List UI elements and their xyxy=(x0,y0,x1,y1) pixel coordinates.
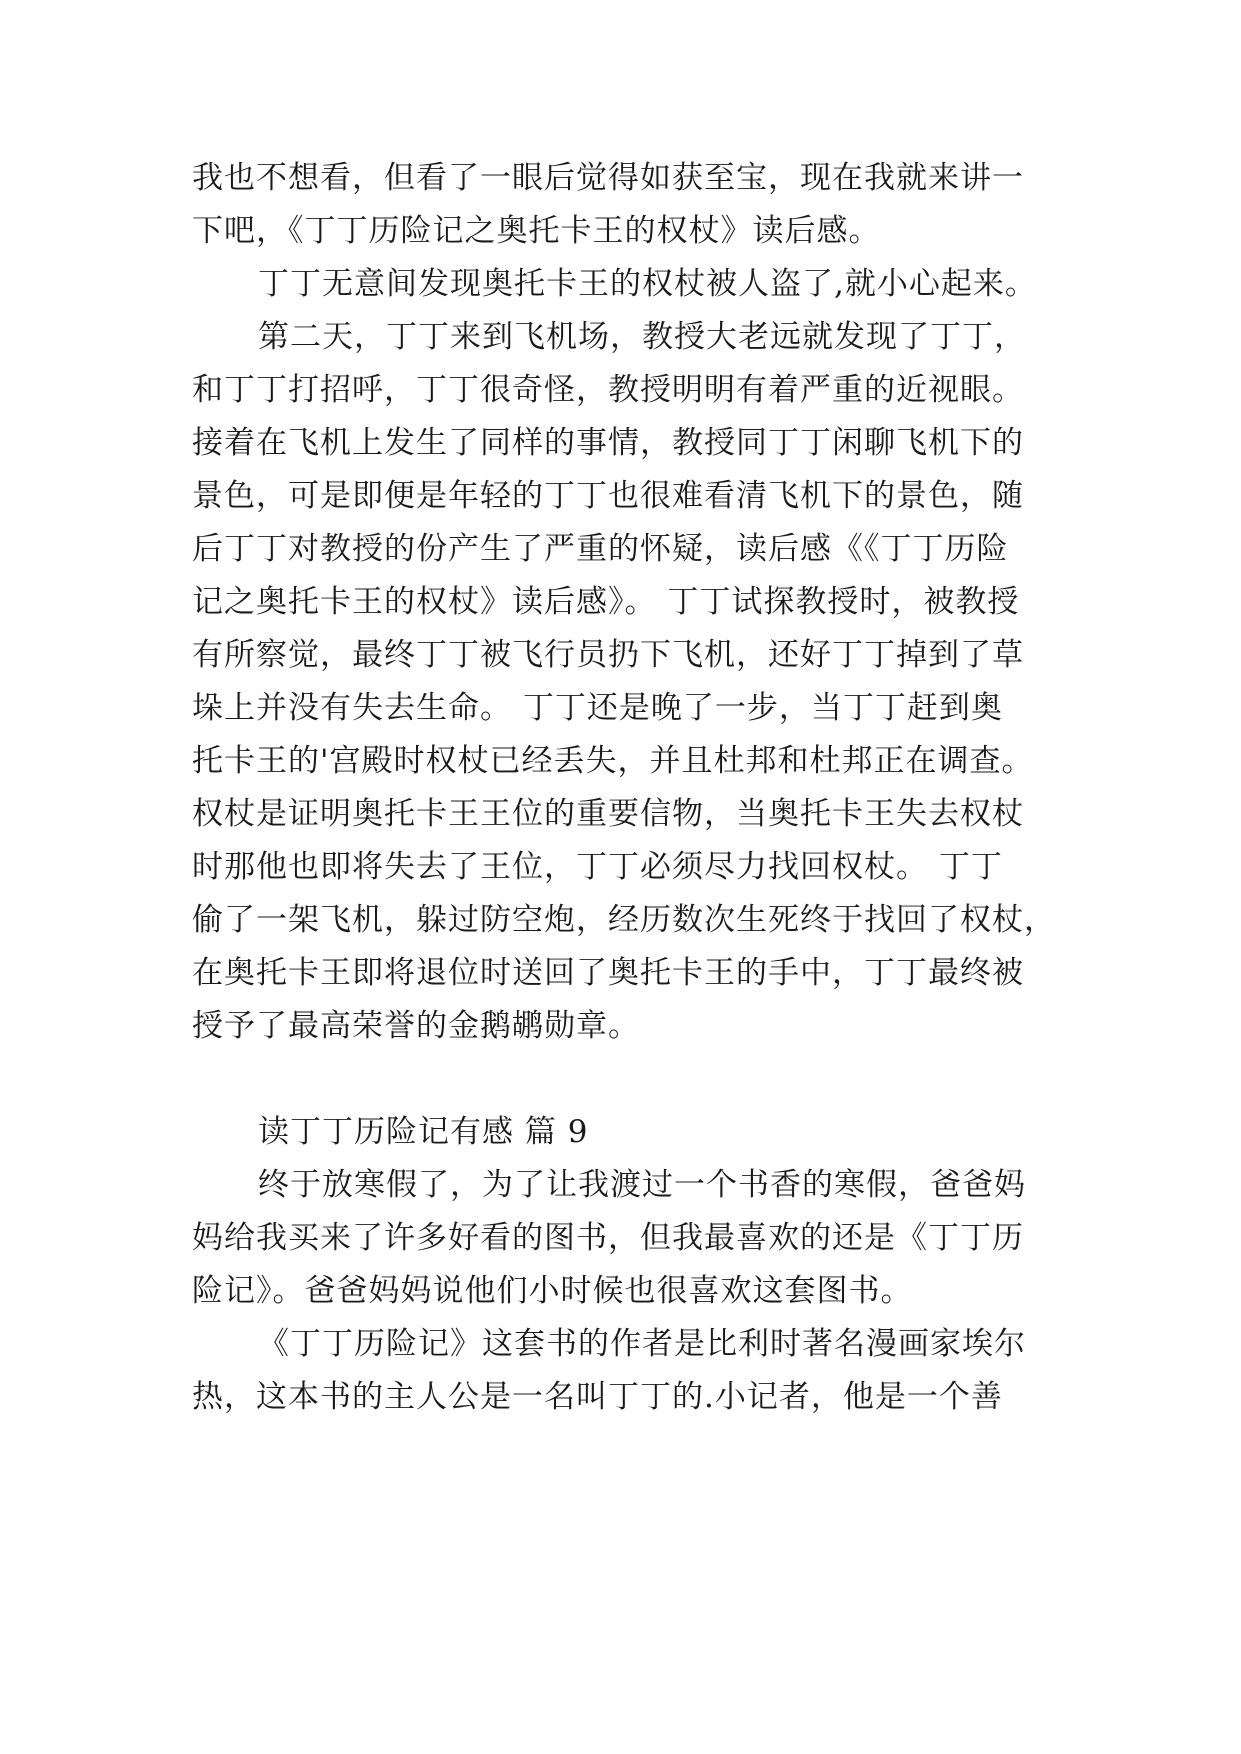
text-line: 和丁丁打招呼，丁丁很奇怪，教授明明有着严重的近视眼。 xyxy=(192,372,1024,408)
text-line: 垛上并没有失去生命。 丁丁还是晚了一步，当丁丁赶到奥 xyxy=(192,690,1003,726)
text-line: 险记》。爸爸妈妈说他们小时候也很喜欢这套图书。 xyxy=(192,1273,913,1309)
paragraph-start-line: 丁丁无意间发现奥托卡王的权杖被人盗了,就小心起来。 xyxy=(258,266,1037,302)
text-line: 接着在飞机上发生了同样的事情，教授同丁丁闲聊飞机下的 xyxy=(192,425,1024,461)
paragraph-start-line: 《丁丁历险记》这套书的作者是比利时著名漫画家埃尔 xyxy=(258,1326,1026,1362)
text-line: 下吧，《丁丁历险记之奥托卡王的权杖》读后感。 xyxy=(192,213,881,249)
text-line: 后丁丁对教授的份产生了严重的怀疑，读后感《《丁丁历险 xyxy=(192,531,1009,567)
text-line: 时那他也即将失去了王位，丁丁必须尽力找回权杖。 丁丁 xyxy=(192,849,1003,885)
paragraph-start-line: 终于放寒假了，为了让我渡过一个书香的寒假，爸爸妈 xyxy=(258,1167,1026,1203)
text-line: 授予了最高荣誉的金鹅鹕勋章。 xyxy=(192,1008,640,1044)
text-line: 偷了一架飞机，躲过防空炮，经历数次生死终于找回了权杖， xyxy=(192,902,1056,938)
text-line: 记之奥托卡王的权杖》读后感》。 丁丁试探教授时，被教授 xyxy=(192,584,1020,620)
text-line: 热，这本书的主人公是一名叫丁丁的.小记者，他是一个善 xyxy=(192,1379,1003,1415)
text-line: 景色，可是即便是年轻的丁丁也很难看清飞机下的景色，随 xyxy=(192,478,1024,514)
section-heading: 读丁丁历险记有感 篇 9 xyxy=(258,1114,589,1150)
text-line: 我也不想看，但看了一眼后觉得如获至宝，现在我就来讲一 xyxy=(192,160,1024,196)
text-line: 托卡王的'宫殿时权杖已经丢失，并且杜邦和杜邦正在调查。 xyxy=(192,743,1034,779)
text-line: 权杖是证明奥托卡王王位的重要信物，当奥托卡王失去权杖 xyxy=(192,796,1024,832)
text-line: 有所察觉，最终丁丁被飞行员扔下飞机，还好丁丁掉到了草 xyxy=(192,637,1024,673)
paragraph-start-line: 第二天，丁丁来到飞机场，教授大老远就发现了丁丁， xyxy=(258,319,1026,355)
text-line: 妈给我买来了许多好看的图书，但我最喜欢的还是《丁丁历 xyxy=(192,1220,1024,1256)
text-line: 在奥托卡王即将退位时送回了奥托卡王的手中，丁丁最终被 xyxy=(192,955,1024,991)
